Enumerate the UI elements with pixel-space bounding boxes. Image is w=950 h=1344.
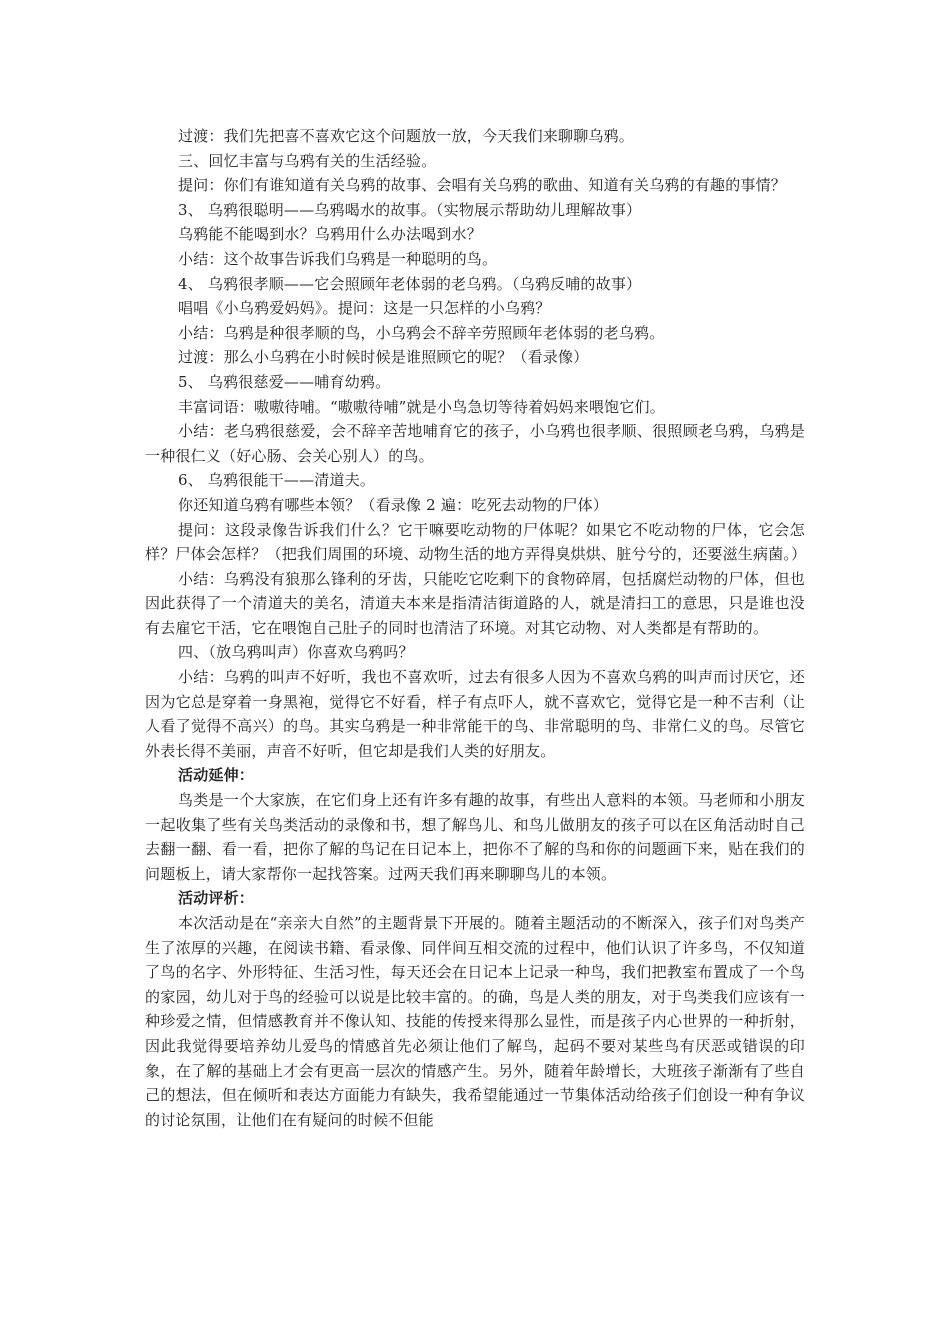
paragraph: 鸟类是一个大家族，在它们身上还有许多有趣的故事，有些出人意料的本领。马老师和小朋友一起收集了些有关鸟类活动的录像和书，想了解鸟儿、和鸟儿做朋友的孩子可以在区角活动时自己去翻一翻、看一看，把你了解的鸟记在日记本上，把你不了解的鸟和你的问题画下来，贴在我们的问题板上，请大家帮你一起找答案。过两天我们再来聊聊鸟儿的本领。 [145,791,805,883]
paragraph: 6、 乌鸦很能干——清道夫。 [178,471,376,490]
document-page [145,124,805,1132]
paragraph: 乌鸦能不能喝到水？乌鸦用什么办法喝到水？ [178,225,483,244]
paragraph: 小结：乌鸦没有狼那么锋利的牙齿，只能吃它吃剩下的食物碎屑，包括腐烂动物的尸体，但也因此获得了一个清道夫的美名，清道夫本来是指清洁街道路的人，就是清扫工的意思，只是谁也没有去雇它干活，它在喂饱自己肚子的同时也清洁了环境。对其它动物、对人类都是有帮助的。 [145,569,805,637]
section-heading-evaluation: 活动评析： [178,889,255,908]
paragraph: 唱唱《小乌鸦爱妈妈》。提问：这是一只怎样的小乌鸦？ [178,299,551,318]
paragraph: 过渡：那么小乌鸦在小时候时候是谁照顾它的呢？（看录像） [178,348,589,367]
paragraph: 过渡：我们先把喜不喜欢它这个问题放一放，今天我们来聊聊乌鸦。 [178,127,635,145]
paragraph: 小结：老乌鸦很慈爱，会不辞辛苦地哺育它的孩子，小乌鸦也很孝顺、很照顾老乌鸦，乌鸦是一种很仁义（好心肠、会关心别人）的鸟。 [145,422,805,465]
paragraph: 小结：这个故事告诉我们乌鸦是一种聪明的鸟。 [178,249,498,268]
paragraph: 你还知道乌鸦有哪些本领？（看录像 2 遍：吃死去动物的尸体） [178,495,609,514]
paragraph: 5、 乌鸦很慈爱——哺育幼鸦。 [178,372,391,391]
paragraph: 3、 乌鸦很聪明——乌鸦喝水的故事。（实物展示帮助幼儿理解故事） [178,200,642,219]
paragraph: 本次活动是在“亲亲大自然”的主题背景下开展的。随着主题活动的不断深入，孩子们对鸟类产生了浓厚的兴趣，在阅读书籍、看录像、同伴间互相交流的过程中，他们认识了许多鸟，不仅知道了鸟的名字、外形特征、生活习性，每天还会在日记本上记录一种鸟，我们把教室布置成了一个鸟的家园，幼儿对于鸟的经验可以说是比较丰富的。的确，鸟是人类的朋友，对于鸟类我们应该有一种珍爱之情，但情感教育并不像认知、技能的传授来得那么显性，而是孩子内心世界的一种折射，因此我觉得要培养幼儿爱鸟的情感首先必须让他们了解鸟，起码不要对某些鸟有厌恶或错误的印象，在了解的基础上才会有更高一层次的情感产生。另外，随着年龄增长，大班孩子渐渐有了些自己的想法，但在倾听和表达方面能力有缺失，我希望能通过一节集体活动给孩子们创设一种有争议的讨论氛围，让他们在有疑问的时候不但能 [145,914,805,1129]
paragraph: 小结：乌鸦的叫声不好听，我也不喜欢听，过去有很多人因为不喜欢乌鸦的叫声而讨厌它，还因为它总是穿着一身黑袍，觉得它不好看，样子有点吓人，就不喜欢它，觉得它是一种不吉利（让人看了觉得不高兴）的鸟。其实乌鸦是一种非常能干的鸟、非常聪明的鸟、非常仁义的鸟。尽管它外表长得不美丽，声音不好听，但它却是我们人类的好朋友。 [145,668,805,760]
paragraph: 4、 乌鸦很孝顺——它会照顾年老体弱的老乌鸦。（乌鸦反哺的故事） [178,274,642,293]
section-heading-extension: 活动延伸： [178,766,255,785]
paragraph: 三、回忆丰富与乌鸦有关的生活经验。 [178,151,437,170]
paragraph: 提问：你们有谁知道有关乌鸦的故事、会唱有关乌鸦的歌曲、知道有关乌鸦的有趣的事情？ [178,176,787,195]
paragraph: 四、（放乌鸦叫声）你喜欢乌鸦吗？ [178,643,414,662]
paragraph: 提问：这段录像告诉我们什么？它干嘛要吃动物的尸体呢？如果它不吃动物的尸体，它会怎样？尸体会怎样？（把我们周围的环境、动物生活的地方弄得臭烘烘、脏兮兮的，还要滋生病菌。） [145,520,807,564]
paragraph: 小结：乌鸦是种很孝顺的鸟，小乌鸦会不辞辛劳照顾年老体弱的老乌鸦。 [178,323,665,342]
paragraph: 丰富词语：嗷嗷待哺。“嗷嗷待哺”就是小鸟急切等待着妈妈来喂饱它们。 [178,397,665,416]
